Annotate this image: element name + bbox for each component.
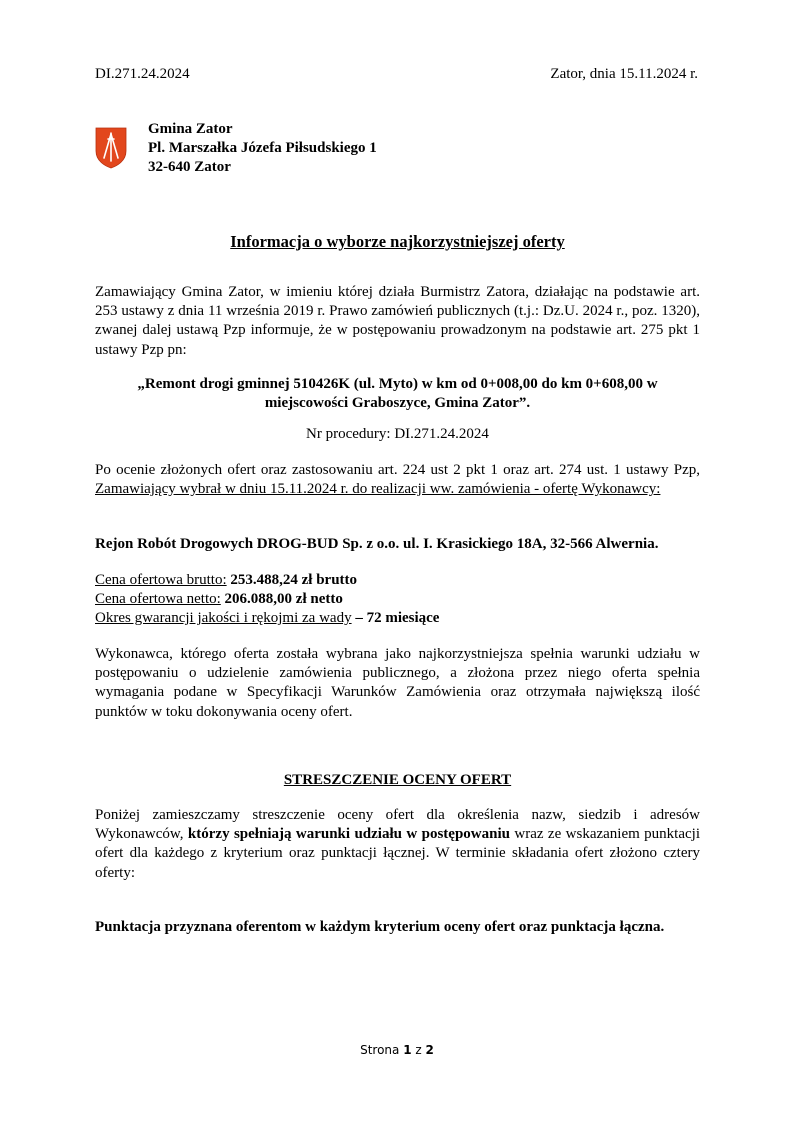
gross-price-row (95, 571, 439, 590)
intro-paragraph: Zamawiający Gmina Zator, w imieniu której działa Burmistrz Zatora, działając na podstawie art. 253 ustawy z dnia 11 września 2019 r. Prawo zamówień publicznych (t.j.: Dz.U. 2024 r., poz. 1320), zwanej dalej ustawą Pzp informuje, że w postępowaniu prowadzonym na podstawie art. 275 pkt 1 ustawy Pzp pn: (95, 284, 700, 358)
net-price-label: Cena ofertowa netto: (95, 591, 221, 608)
footer-page: 1 (403, 1043, 412, 1057)
procedure-name: „Remont drogi gminnej 510426K (ul. Myto) w km od 0+008,00 do km 0+608,00 w miejscowości Graboszyce, Gmina Zator”. (137, 376, 658, 412)
issuer-city: 32-640 Zator (148, 159, 231, 175)
coat-of-arms-icon (95, 127, 127, 169)
summary-heading: STRESZCZENIE OCENY OFERT (283, 772, 512, 788)
evaluation-paragraph (95, 461, 700, 499)
warranty-row (95, 609, 439, 628)
gross-price-value: 253.488,24 zł brutto (230, 572, 358, 588)
points-heading: Punktacja przyznana oferentom w każdym kryterium oceny ofert oraz punktacja łączna. (95, 919, 665, 935)
summary-text-bold: którzy spełniają warunki udziału w postępowaniu (187, 826, 510, 843)
selection-justification: Wykonawca, którego oferta została wybrana jako najkorzystniejsza spełnia warunki udziału w postępowaniu o udzielenie zamówienia publicznego, a złożona przez niego oferta spełnia wymagania podane w Specyfikacji Warunków Zamówienia oraz otrzymała największą ilość punktów w toku dokonywania oceny ofert. (95, 646, 700, 720)
page-footer (0, 1043, 794, 1057)
issuer-name: Gmina Zator (148, 121, 233, 137)
net-price-row (95, 590, 439, 609)
summary-text-after: wraz ze wskazaniem punktacji ofert dla każdego z kryterium oraz punktacji łącznej. W terminie składania ofert złożono cztery oferty: (95, 826, 701, 881)
offer-details (95, 571, 439, 629)
gross-price-label: Cena ofertowa brutto: (95, 572, 227, 588)
evaluation-intro: Po ocenie złożonych ofert oraz zastosowaniu art. 224 ust 2 pkt 1 oraz art. 274 ust. 1 ustawy Pzp, (95, 462, 700, 478)
summary-paragraph (95, 806, 700, 883)
footer-prefix: Strona (360, 1043, 400, 1057)
issuer-street: Pl. Marszałka Józefa Piłsudskiego 1 (148, 140, 377, 156)
warranty-label: Okres gwarancji jakości i rękojmi za wady (95, 610, 352, 627)
evaluation-selected: Zamawiający wybrał w dniu 15.11.2024 r. do realizacji ww. zamówienia - ofertę Wykonawcy: (95, 481, 661, 498)
warranty-value: – 72 miesiące (355, 610, 440, 627)
issuer-address (148, 120, 377, 177)
place-and-date: Zator, dnia 15.11.2024 r. (550, 66, 698, 82)
winning-contractor: Rejon Robót Drogowych DROG-BUD Sp. z o.o. ul. I. Krasickiego 18A, 32-566 Alwernia. (95, 536, 659, 552)
footer-sep: z (415, 1043, 422, 1057)
procedure-number: Nr procedury: DI.271.24.2024 (306, 426, 489, 442)
footer-total: 2 (425, 1043, 434, 1057)
document-title: Informacja o wyborze najkorzystniejszej oferty (230, 232, 565, 251)
document-reference: DI.271.24.2024 (95, 66, 190, 82)
net-price-value: 206.088,00 zł netto (224, 591, 343, 608)
summary-text-before: Poniżej zamieszczamy streszczenie oceny ofert dla określenia nazw, siedzib i adresów Wykonawców, (95, 807, 700, 843)
